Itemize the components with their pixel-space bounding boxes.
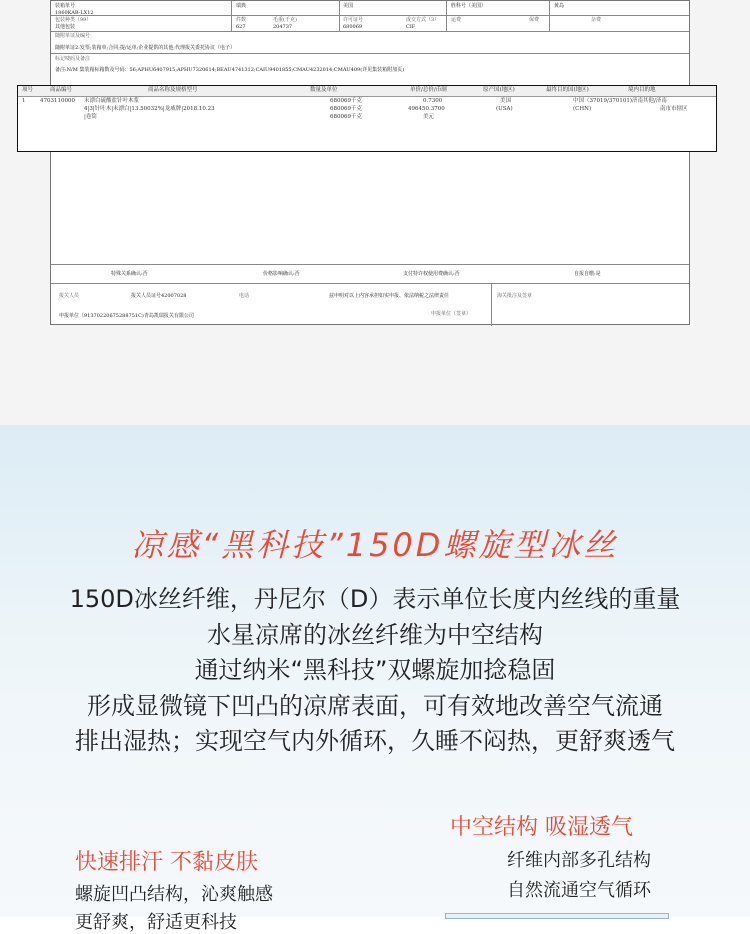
form-rule bbox=[51, 264, 689, 265]
section-title: 凉感“黑科技”150D螺旋型冰丝 bbox=[131, 526, 619, 564]
feature-left-line: 更舒爽，舒适更科技 bbox=[75, 912, 237, 933]
form-field: 680069 bbox=[343, 24, 363, 30]
form-field: 胜科号（美国） bbox=[451, 3, 487, 9]
goods-price-line: 美元 bbox=[423, 114, 435, 120]
goods-price-line: 0.7300 bbox=[423, 98, 443, 104]
form-rule bbox=[51, 283, 689, 284]
confirm-self: 自报自缴:是 bbox=[574, 271, 601, 277]
goods-name-line: 4|3|针叶木|未漂白|13.50032%|龙威牌|2018.10.23 bbox=[84, 106, 215, 112]
form-top-label: 装箱单号 bbox=[55, 3, 76, 9]
goods-dest-line: (CHN) bbox=[573, 106, 592, 112]
remarks-text: 备注:N/M 集装箱标箱数及号码：56;APHU6407915;APHU7320614;BEAU4741312;CAIU9401855;CMAU4232014;CMAU409(详见集装箱附加页) bbox=[55, 67, 405, 73]
form-label: 标记唛码及备注 bbox=[55, 56, 91, 62]
goods-dest-line: 中国（37019/370101)济南其他/济南 bbox=[573, 98, 667, 104]
form-rule bbox=[339, 1, 340, 31]
form-label: 毛重(千克) bbox=[273, 17, 297, 23]
goods-header: 商品名称及规格型号 bbox=[148, 87, 198, 93]
document-scan-area bbox=[0, 0, 750, 425]
goods-index: 1 bbox=[22, 98, 26, 104]
form-label: 件数 bbox=[236, 17, 247, 23]
form-field: 1860KAB-LX12 bbox=[55, 10, 94, 16]
certificates-text: 随附单证2:发票;装箱单;合同;提/运单;企业提供的其他;代理报关委托协议（电子） bbox=[55, 45, 235, 51]
feature-right-heading: 中空结构 吸湿透气 bbox=[450, 815, 633, 840]
form-label: 包装种类（99） bbox=[55, 17, 92, 23]
form-rule bbox=[491, 283, 492, 326]
form-field: 204737 bbox=[273, 24, 293, 30]
declarant-id: 报关人员证号42007028 bbox=[131, 293, 187, 299]
goods-qty-line: 680069千克 bbox=[330, 114, 362, 120]
customs-stamp-label: 海关批注及签章 bbox=[497, 293, 533, 299]
description-line: 150D冰丝纤维，丹尼尔（D）表示单位长度内丝线的重量 bbox=[69, 585, 681, 613]
form-label: 随附单证及编号 bbox=[55, 33, 91, 39]
feature-left-heading: 快速排汗 不黏皮肤 bbox=[75, 850, 258, 875]
form-label: 许可证号 bbox=[343, 17, 364, 23]
confirm-special: 特殊关系确认:否 bbox=[111, 271, 148, 277]
form-rule bbox=[51, 15, 689, 16]
goods-qty-line: 680069千克 bbox=[330, 98, 362, 104]
form-field: 美国 bbox=[343, 3, 354, 9]
goods-name-line: |卷筒 bbox=[84, 114, 97, 120]
goods-origin-line: (USA) bbox=[496, 106, 513, 112]
form-label: 报关人员 bbox=[59, 293, 80, 299]
form-label: 成交方式（3） bbox=[406, 17, 440, 23]
feature-image-frame bbox=[445, 913, 669, 919]
product-feature-section bbox=[0, 425, 750, 933]
confirm-royalty: 支付特许权使用费确认:否 bbox=[403, 271, 460, 277]
form-rule bbox=[51, 53, 689, 54]
goods-header: 商品编号 bbox=[50, 87, 73, 93]
goods-header: 单价/总价/币制 bbox=[410, 87, 447, 93]
form-field: 其他包装 bbox=[55, 24, 76, 30]
goods-price-line: 496450.3700 bbox=[408, 106, 445, 112]
form-label: 杂费 bbox=[591, 17, 602, 23]
form-label: 申报单位（签章） bbox=[431, 311, 472, 317]
form-rule bbox=[549, 1, 550, 31]
goods-domestic-dest: 南市市辖区 bbox=[660, 106, 688, 112]
form-label: 电话 bbox=[239, 293, 250, 299]
goods-header: 项号 bbox=[22, 87, 34, 93]
form-field: 瑞典 bbox=[236, 3, 247, 9]
description-line: 通过纳米“黑科技”双螺旋加捻稳固 bbox=[194, 656, 556, 684]
form-rule bbox=[51, 31, 689, 32]
form-field: 627 bbox=[236, 24, 246, 30]
goods-name-line: 未漂白硫酸盐针叶木浆 bbox=[84, 98, 140, 104]
form-rule bbox=[446, 1, 447, 31]
feature-left-line: 螺旋凹凸结构，沁爽触感 bbox=[75, 884, 273, 905]
goods-header: 境内目的地 bbox=[628, 87, 656, 93]
form-label: 运费 bbox=[451, 17, 462, 23]
description-line: 水星凉席的冰丝纤维为中空结构 bbox=[207, 621, 543, 649]
form-field: 黄岛 bbox=[554, 3, 565, 9]
customs-declaration-form bbox=[50, 0, 690, 325]
form-rule bbox=[231, 1, 232, 31]
description-line: 排出湿热；实现空气内外循环，久睡不闷热，更舒爽透气 bbox=[75, 727, 675, 755]
goods-code: 4703110000 bbox=[40, 98, 75, 104]
form-field: CIF bbox=[406, 24, 416, 30]
feature-right-line: 纤维内部多孔结构 bbox=[507, 850, 651, 871]
declaring-company: 申报单位（91370220675288751C)青岛凯瑞报关有限公司 bbox=[59, 313, 194, 319]
goods-origin-line: 美国 bbox=[500, 98, 512, 104]
goods-qty-line: 680069千克 bbox=[330, 106, 362, 112]
confirm-price: 价格影响确认:否 bbox=[263, 271, 300, 277]
feature-right-line: 自然流通空气循环 bbox=[507, 880, 651, 901]
form-label: 保费 bbox=[529, 17, 540, 23]
description-line: 形成显微镜下凹凸的凉席表面，可有效地改善空气流通 bbox=[87, 692, 663, 720]
goods-header-band bbox=[18, 86, 716, 97]
goods-header: 数量及单位 bbox=[310, 87, 338, 93]
goods-header: 原产国(地区) bbox=[483, 87, 515, 93]
goods-header: 最终目的国(地区) bbox=[546, 87, 589, 93]
goods-detail-highlight bbox=[17, 85, 717, 152]
statement-text: 兹申明对以上内容承担如实申报、依法纳税之法律责任 bbox=[329, 293, 450, 299]
